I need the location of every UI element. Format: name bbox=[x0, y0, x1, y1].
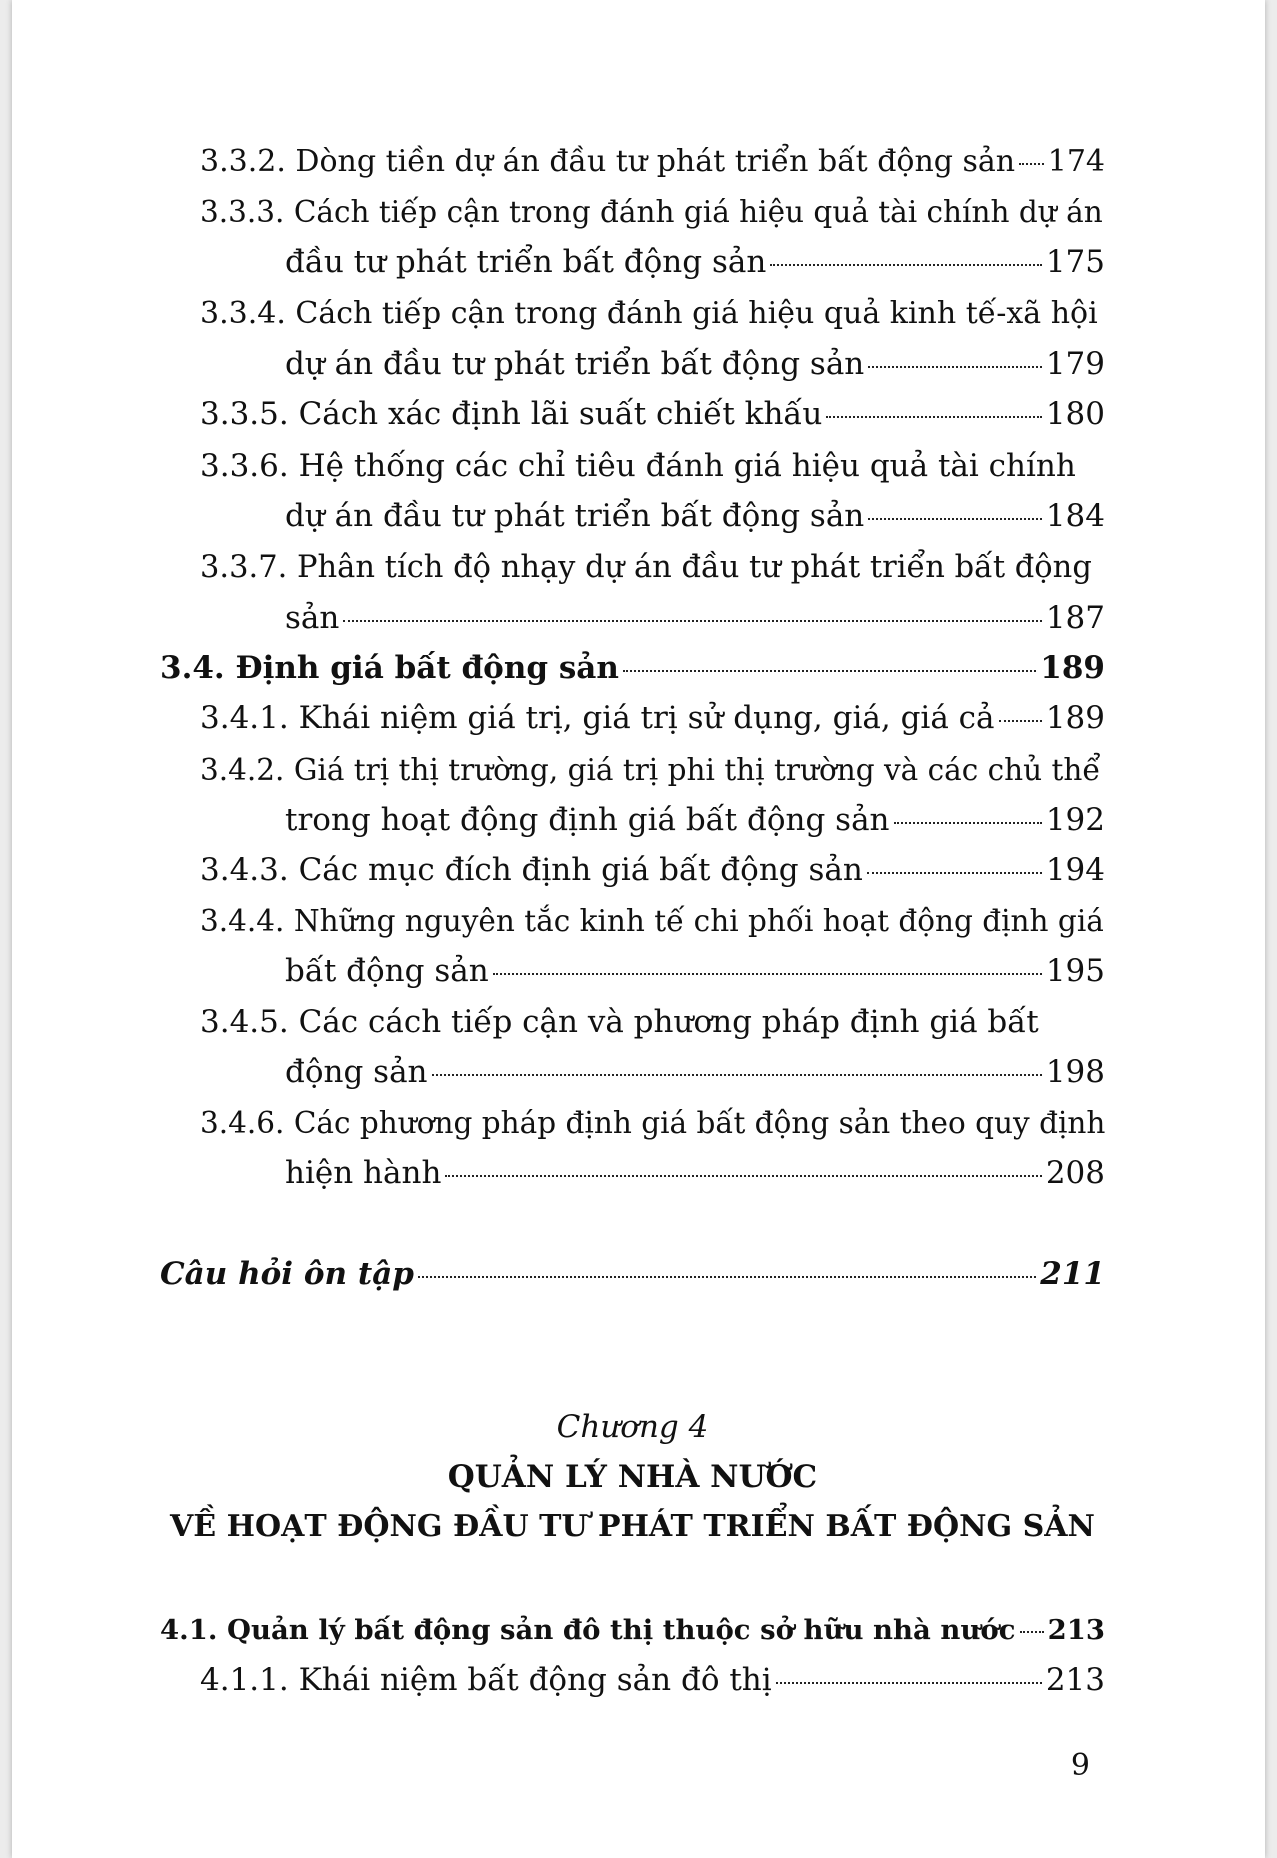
dot-leader bbox=[432, 1074, 1042, 1076]
toc-entry-page: 211 bbox=[1040, 1256, 1105, 1292]
toc-entry-page: 198 bbox=[1045, 1054, 1105, 1090]
toc-section-4-1 bbox=[160, 1610, 1105, 1650]
toc-entry-3-4-6-line1: 3.4.6. Các phương pháp định giá bất động sản theo quy định bbox=[200, 1106, 1106, 1140]
toc-entry-label: bất động sản bbox=[285, 953, 489, 989]
toc-entry-label: dự án đầu tư phát triển bất động sản bbox=[285, 498, 865, 534]
toc-entry-3-4-5-line1: 3.4.5. Các cách tiếp cận và phương pháp định giá bất bbox=[200, 1004, 1039, 1040]
toc-entry-label: 4.1.1. Khái niệm bất động sản đô thị bbox=[200, 1662, 772, 1698]
toc-entry-3-4-2 bbox=[285, 800, 1105, 840]
toc-entry-3-4-3 bbox=[200, 850, 1105, 890]
toc-entry-page: 189 bbox=[1040, 650, 1105, 686]
toc-entry-page: 189 bbox=[1045, 700, 1105, 736]
toc-entry-label: 3.3.2. Dòng tiền dự án đầu tư phát triển bất động sản bbox=[200, 144, 1016, 179]
toc-entry-page: 194 bbox=[1045, 852, 1105, 888]
toc-entry-3-3-7 bbox=[285, 598, 1105, 638]
book-page bbox=[12, 0, 1265, 1858]
toc-entry-3-3-7-line1: 3.3.7. Phân tích độ nhạy dự án đầu tư phát triển bất động bbox=[200, 550, 1092, 585]
toc-entry-3-3-3 bbox=[285, 242, 1105, 282]
dot-leader bbox=[343, 620, 1041, 622]
dot-leader bbox=[826, 416, 1041, 418]
dot-leader bbox=[1019, 163, 1044, 165]
toc-entry-3-4-4 bbox=[285, 951, 1105, 991]
dot-leader bbox=[868, 366, 1042, 368]
toc-entry-3-3-4-line1: 3.3.4. Cách tiếp cận trong đánh giá hiệu quả kinh tế-xã hội bbox=[200, 296, 1098, 331]
toc-entry-3-4-5 bbox=[285, 1052, 1105, 1092]
dot-leader bbox=[868, 518, 1042, 520]
toc-entry-label: dự án đầu tư phát triển bất động sản bbox=[285, 346, 865, 382]
toc-entry-3-4-2-line1: 3.4.2. Giá trị thị trường, giá trị phi thị trường và các chủ thể bbox=[200, 753, 1101, 787]
toc-entry-label: 3.4. Định giá bất động sản bbox=[160, 650, 619, 686]
toc-entry-label: Câu hỏi ôn tập bbox=[160, 1256, 414, 1292]
toc-entry-page: 180 bbox=[1045, 396, 1105, 432]
toc-review-questions bbox=[160, 1254, 1105, 1294]
dot-leader bbox=[776, 1682, 1042, 1684]
chapter-title-line2: VỀ HOẠT ĐỘNG ĐẦU TƯ PHÁT TRIỂN BẤT ĐỘNG SẢN bbox=[170, 1509, 1095, 1544]
toc-entry-page: 213 bbox=[1047, 1614, 1105, 1646]
toc-entry-3-3-4 bbox=[285, 344, 1105, 384]
toc-entry-page: 179 bbox=[1045, 346, 1105, 382]
toc-entry-page: 174 bbox=[1047, 144, 1105, 179]
dot-leader bbox=[867, 872, 1042, 874]
toc-entry-3-4-6 bbox=[285, 1153, 1105, 1193]
toc-entry-label: trong hoạt động định giá bất động sản bbox=[285, 802, 890, 838]
toc-entry-page: 184 bbox=[1045, 498, 1105, 534]
toc-entry-4-1-1 bbox=[200, 1660, 1105, 1700]
toc-entry-label: 3.4.1. Khái niệm giá trị, giá trị sử dụng, giá, giá cả bbox=[200, 700, 995, 736]
toc-entry-page: 175 bbox=[1045, 244, 1105, 280]
toc-entry-3-3-5 bbox=[200, 394, 1105, 434]
page-number: 9 bbox=[1070, 1748, 1090, 1783]
toc-entry-page: 192 bbox=[1045, 802, 1105, 838]
dot-leader bbox=[1020, 1631, 1044, 1633]
toc-entry-label: sản bbox=[285, 600, 340, 636]
toc-entry-3-4-4-line1: 3.4.4. Những nguyên tắc kinh tế chi phối hoạt động định giá bbox=[200, 904, 1104, 938]
toc-entry-label: 3.3.5. Cách xác định lãi suất chiết khấu bbox=[200, 396, 823, 432]
toc-entry-page: 195 bbox=[1045, 953, 1105, 989]
toc-entry-3-3-6 bbox=[285, 496, 1105, 536]
toc-section-3-4 bbox=[160, 648, 1105, 688]
dot-leader bbox=[894, 822, 1042, 824]
dot-leader bbox=[418, 1276, 1036, 1278]
toc-entry-label: động sản bbox=[285, 1054, 428, 1090]
toc-entry-3-3-2 bbox=[200, 142, 1105, 182]
toc-entry-3-3-3-line1: 3.3.3. Cách tiếp cận trong đánh giá hiệu quả tài chính dự án bbox=[200, 195, 1103, 229]
chapter-number: Chương 4 bbox=[556, 1409, 709, 1445]
toc-entry-label: 4.1. Quản lý bất động sản đô thị thuộc sở hữu nhà nước bbox=[160, 1614, 1016, 1646]
toc-entry-page: 187 bbox=[1045, 600, 1105, 636]
toc-entry-page: 208 bbox=[1045, 1155, 1105, 1191]
toc-entry-label: 3.4.3. Các mục đích định giá bất động sản bbox=[200, 852, 863, 888]
dot-leader bbox=[623, 670, 1036, 672]
dot-leader bbox=[770, 264, 1042, 266]
dot-leader bbox=[493, 973, 1042, 975]
dot-leader bbox=[445, 1175, 1041, 1177]
toc-entry-page: 213 bbox=[1045, 1662, 1105, 1698]
toc-entry-3-3-6-line1: 3.3.6. Hệ thống các chỉ tiêu đánh giá hiệu quả tài chính bbox=[200, 448, 1076, 484]
chapter-title-line1: QUẢN LÝ NHÀ NƯỚC bbox=[447, 1459, 818, 1495]
toc-entry-label: hiện hành bbox=[285, 1155, 442, 1191]
toc-entry-3-4-1 bbox=[200, 698, 1105, 738]
dot-leader bbox=[999, 720, 1042, 722]
toc-entry-label: đầu tư phát triển bất động sản bbox=[285, 244, 767, 280]
